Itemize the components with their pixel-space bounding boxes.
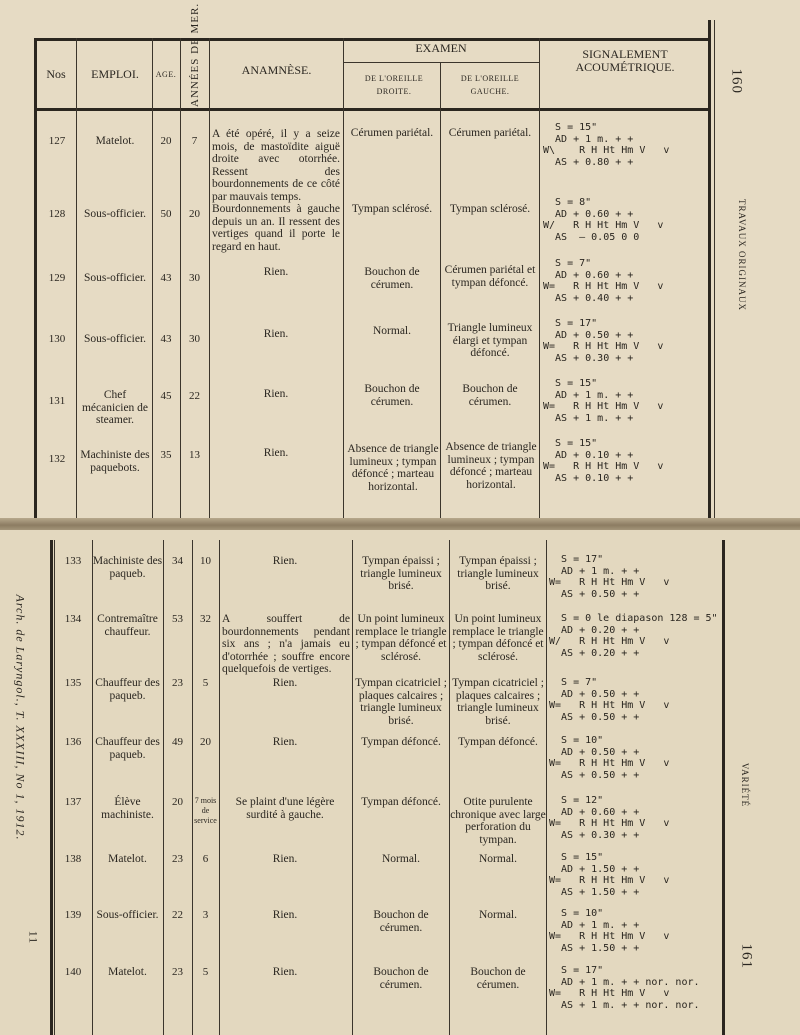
header-annees: ANNÉES DE MER. bbox=[189, 2, 201, 107]
row-age: 22 bbox=[172, 909, 183, 921]
row-gauche: Un point lumineux remplace le triangle ; tympan défoncé et sclérosé. bbox=[452, 613, 544, 663]
header-emploi: EMPLOI. bbox=[91, 67, 139, 81]
row-anamnese: A souffert de bourdonnements pendant six ans ; n'a jamais eu d'otorrhée ; souffre encore quelquefois de vertiges. bbox=[222, 613, 350, 675]
row-gauche: Tympan défoncé. bbox=[458, 736, 538, 748]
row-number: 129 bbox=[48, 272, 66, 284]
row-droite: Normal. bbox=[372, 325, 411, 337]
row-age: 20 bbox=[172, 796, 183, 808]
row-emploi: Matelot. bbox=[95, 135, 135, 147]
row-signalement: S = 12" AD + 0.60 + + W= R H Ht Hm V v AS + 0.30 + + bbox=[549, 795, 670, 841]
page-number: 161 bbox=[738, 943, 755, 969]
row-droite: Bouchon de cérumen. bbox=[373, 966, 429, 991]
header-age: AGE. bbox=[155, 70, 177, 79]
row-droite: Tympan cicatriciel ; plaques calcaires ; triangle lumineux brisé. bbox=[355, 677, 447, 727]
row-droite: Bouchon de cérumen. bbox=[364, 266, 420, 291]
row-signalement: S = 10" AD + 1 m. + + W= R H Ht Hm V v AS + 1.50 + + bbox=[549, 908, 670, 954]
page-number: 160 bbox=[728, 68, 745, 94]
col-line bbox=[219, 540, 220, 1035]
header-bottom-border bbox=[34, 108, 710, 111]
row-number: 139 bbox=[64, 909, 82, 921]
row-signalement: S = 17" AD + 1 m. + + W= R H Ht Hm V v AS + 0.50 + + bbox=[549, 554, 670, 600]
row-anamnese: Rien. bbox=[272, 909, 298, 921]
row-mer: 20 bbox=[189, 208, 200, 220]
row-age: 23 bbox=[172, 966, 183, 978]
row-mer: 30 bbox=[189, 272, 200, 284]
row-gauche: Normal. bbox=[478, 853, 517, 865]
table-left-border bbox=[34, 38, 37, 522]
row-droite: Cérumen pariétal. bbox=[350, 127, 434, 139]
row-mer: 5 bbox=[202, 677, 209, 689]
row-signalement: S = 17" AD + 1 m. + + nor. nor. W= R H Ht Hm V v AS + 1 m. + + nor. nor. bbox=[549, 965, 700, 1011]
row-mer: 7 mois de service bbox=[194, 796, 217, 825]
row-signalement: S = 15" AD + 1 m. + + W= R H Ht Hm V v AS + 1 m. + + bbox=[543, 378, 664, 424]
row-mer: 7 bbox=[191, 135, 198, 147]
row-mer: 13 bbox=[189, 449, 200, 461]
row-mer: 6 bbox=[202, 853, 209, 865]
row-gauche: Cérumen pariétal. bbox=[448, 127, 532, 139]
row-signalement: S = 15" AD + 1 m. + + W\ R H Ht Hm V v AS + 0.80 + + bbox=[543, 122, 670, 168]
table-top-border bbox=[34, 38, 710, 41]
row-number: 128 bbox=[48, 208, 66, 220]
row-gauche: Normal. bbox=[478, 909, 517, 921]
row-number: 137 bbox=[64, 796, 82, 808]
row-droite: Normal. bbox=[381, 853, 420, 865]
row-gauche: Triangle lumineux élargi et tympan défoncé. bbox=[447, 322, 533, 359]
row-anamnese: Bourdonnements à gauche depuis un an. Il ressent des vertiges quand il porte le regard en haut. bbox=[212, 203, 340, 253]
row-age: 35 bbox=[160, 449, 172, 461]
row-emploi: Sous-officier. bbox=[83, 333, 147, 345]
row-anamnese: Rien. bbox=[263, 447, 289, 459]
header-droite: DE L'OREILLE DROITE. bbox=[364, 74, 424, 96]
row-mer: 10 bbox=[200, 555, 211, 567]
table-left-border bbox=[50, 540, 53, 1035]
row-mer: 32 bbox=[200, 613, 211, 625]
row-number: 133 bbox=[64, 555, 82, 567]
page-161 bbox=[0, 530, 800, 1035]
row-droite: Tympan défoncé. bbox=[361, 796, 441, 808]
row-number: 130 bbox=[48, 333, 66, 345]
row-age: 20 bbox=[160, 135, 172, 147]
header-anamnese: ANAMNÈSE. bbox=[241, 63, 312, 77]
row-emploi: Matelot. bbox=[108, 853, 147, 865]
row-age: 23 bbox=[172, 853, 183, 865]
row-signalement: S = 0 le diapason 128 = 5" AD + 0.20 + + W/ R H Ht Hm V v AS + 0.20 + + bbox=[549, 613, 718, 659]
row-signalement: S = 10" AD + 0.50 + + W= R H Ht Hm V v AS + 0.50 + + bbox=[549, 735, 670, 781]
row-gauche: Bouchon de cérumen. bbox=[470, 966, 526, 991]
col-line bbox=[546, 540, 547, 1035]
header-examen: EXAMEN bbox=[415, 41, 467, 55]
row-droite: Un point lumineux remplace le triangle ; tympan défoncé et sclérosé. bbox=[355, 613, 447, 663]
row-emploi: Sous-officier. bbox=[83, 208, 147, 220]
row-number: 140 bbox=[64, 966, 82, 978]
row-age: 43 bbox=[160, 333, 172, 345]
row-signalement: S = 15" AD + 0.10 + + W= R H Ht Hm V v AS + 0.10 + + bbox=[543, 438, 664, 484]
row-anamnese: Rien. bbox=[263, 328, 289, 340]
table-right-border-2 bbox=[714, 20, 715, 522]
row-emploi: Contremaître chauffeur. bbox=[97, 613, 158, 638]
row-number: 134 bbox=[64, 613, 82, 625]
row-number: 138 bbox=[64, 853, 82, 865]
running-head: VARIÉTÉ bbox=[740, 762, 750, 808]
row-emploi: Chauffeur des paqueb. bbox=[95, 677, 160, 702]
row-mer: 20 bbox=[200, 736, 211, 748]
row-emploi: Sous-officier. bbox=[96, 909, 159, 921]
row-signalement: S = 7" AD + 0.50 + + W= R H Ht Hm V v AS + 0.50 + + bbox=[549, 677, 670, 723]
row-age: 23 bbox=[172, 677, 183, 689]
row-anamnese: Rien. bbox=[272, 853, 298, 865]
row-signalement: S = 17" AD + 0.50 + + W= R H Ht Hm V v AS + 0.30 + + bbox=[543, 318, 664, 364]
row-number: 132 bbox=[48, 453, 66, 465]
row-gauche: Bouchon de cérumen. bbox=[462, 383, 518, 408]
row-emploi: Machiniste des paquebots. bbox=[80, 449, 150, 474]
row-anamnese: Rien. bbox=[263, 388, 289, 400]
row-age: 43 bbox=[160, 272, 172, 284]
row-droite: Tympan défoncé. bbox=[361, 736, 441, 748]
row-mer: 5 bbox=[202, 966, 209, 978]
row-age: 50 bbox=[160, 208, 172, 220]
row-anamnese: Rien. bbox=[272, 555, 298, 567]
table-right-border bbox=[722, 540, 725, 1035]
table-right-border bbox=[708, 20, 711, 522]
row-signalement: S = 7" AD + 0.60 + + W= R H Ht Hm V v AS + 0.40 + + bbox=[543, 258, 664, 304]
row-number: 131 bbox=[48, 395, 66, 407]
row-mer: 30 bbox=[189, 333, 200, 345]
row-anamnese: Se plaint d'une légère surdité à gauche. bbox=[235, 796, 335, 821]
journal-reference: Arch. de Laryngol., T. XXXIII, No 1, 1912. bbox=[13, 594, 28, 841]
row-anamnese: A été opéré, il y a seize mois, de mastoïdite aiguë droite avec otorrhée. Ressent des bourdonnements de ce côté par mauvais temps. bbox=[212, 128, 340, 203]
col-line bbox=[76, 38, 77, 522]
row-emploi: Élève machiniste. bbox=[101, 796, 154, 821]
row-signalement: S = 15" AD + 1.50 + + W= R H Ht Hm V v AS + 1.50 + + bbox=[549, 852, 670, 898]
row-number: 135 bbox=[64, 677, 82, 689]
sheet-number: 11 bbox=[26, 930, 41, 945]
row-gauche: Cérumen pariétal et tympan défoncé. bbox=[444, 264, 536, 289]
row-age: 34 bbox=[172, 555, 183, 567]
row-gauche: Tympan cicatriciel ; plaques calcaires ; triangle lumineux brisé. bbox=[452, 677, 544, 727]
header-signalement: SIGNALEMENT ACOUMÉTRIQUE. bbox=[575, 47, 675, 74]
row-age: 49 bbox=[172, 736, 183, 748]
row-anamnese: Rien. bbox=[272, 736, 298, 748]
row-droite: Bouchon de cérumen. bbox=[373, 909, 429, 934]
row-droite: Tympan épaissi ; triangle lumineux brisé. bbox=[360, 555, 442, 592]
row-emploi: Chauffeur des paqueb. bbox=[95, 736, 160, 761]
row-anamnese: Rien. bbox=[272, 677, 298, 689]
examen-divider bbox=[343, 62, 539, 63]
row-gauche: Absence de triangle lumineux ; tympan défoncé ; marteau horizontal. bbox=[445, 441, 537, 491]
row-gauche: Otite purulente chronique avec large perforation du tympan. bbox=[450, 796, 546, 846]
row-anamnese: Rien. bbox=[263, 266, 289, 278]
row-droite: Bouchon de cérumen. bbox=[364, 383, 420, 408]
row-emploi: Chef mécanicien de steamer. bbox=[81, 389, 149, 426]
row-number: 136 bbox=[64, 736, 82, 748]
row-droite: Absence de triangle lumineux ; tympan défoncé ; marteau horizontal. bbox=[347, 443, 439, 493]
col-line bbox=[209, 38, 210, 522]
row-age: 53 bbox=[172, 613, 183, 625]
row-gauche: Tympan sclérosé. bbox=[449, 203, 531, 215]
header-gauche: DE L'OREILLE GAUCHE. bbox=[460, 74, 520, 96]
row-signalement: S = 8" AD + 0.60 + + W/ R H Ht Hm V v AS — 0.05 0 0 bbox=[543, 197, 664, 243]
row-gauche: Tympan épaissi ; triangle lumineux brisé. bbox=[457, 555, 539, 592]
row-emploi: Machiniste des paqueb. bbox=[92, 555, 163, 580]
col-line bbox=[539, 38, 540, 522]
row-anamnese: Rien. bbox=[272, 966, 298, 978]
row-number: 127 bbox=[48, 135, 66, 147]
row-droite: Tympan sclérosé. bbox=[351, 203, 433, 215]
row-mer: 3 bbox=[202, 909, 209, 921]
row-emploi: Sous-officier. bbox=[83, 272, 147, 284]
header-no: Nos bbox=[46, 67, 66, 81]
row-mer: 22 bbox=[189, 390, 200, 402]
running-head: TRAVAUX ORIGINAUX bbox=[737, 199, 747, 311]
row-emploi: Matelot. bbox=[108, 966, 147, 978]
row-age: 45 bbox=[160, 390, 172, 402]
